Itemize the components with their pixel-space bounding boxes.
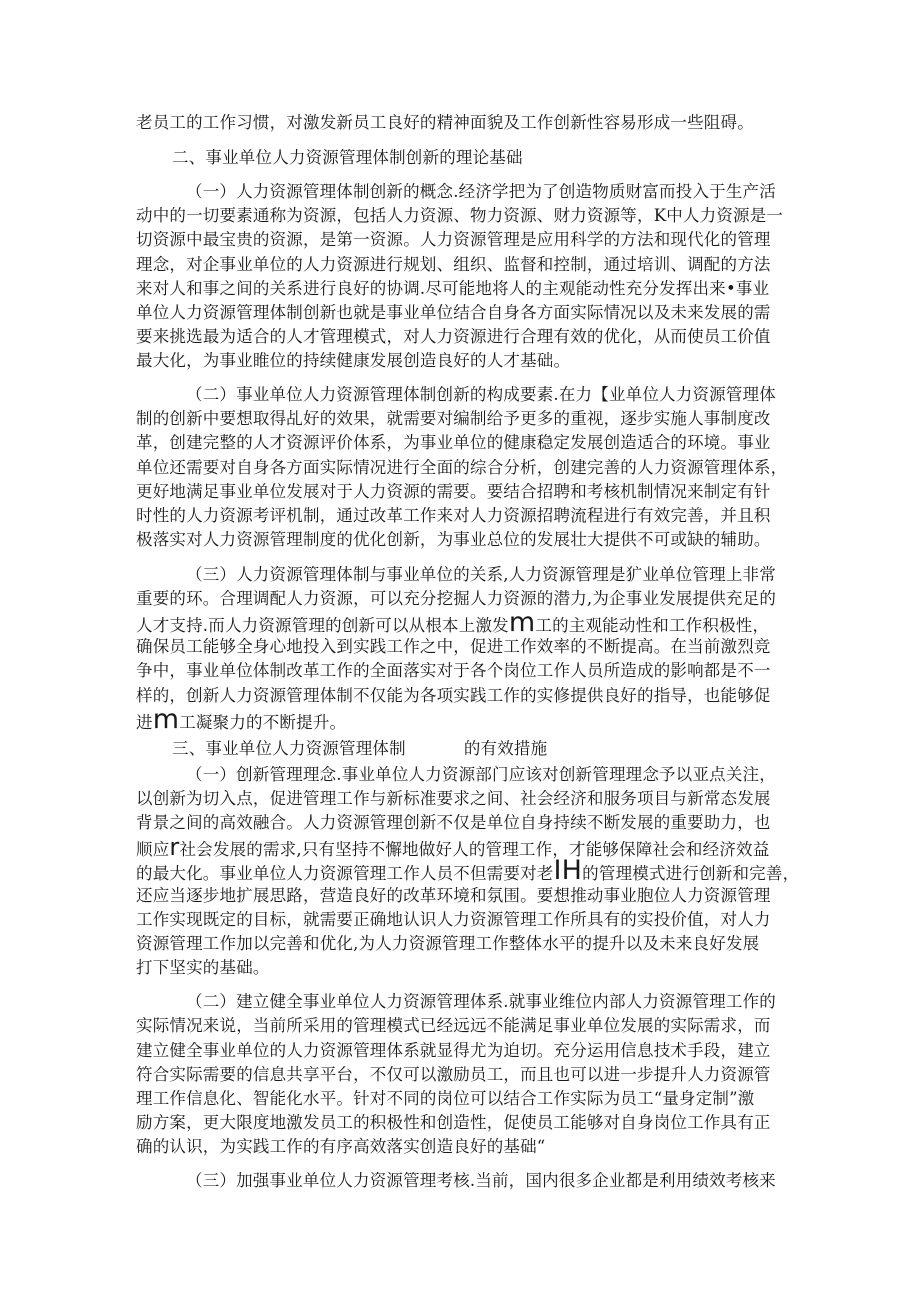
text-line: 单位还需要对自身各方面实际情况进行全面的综合分析，创建完善的人力资源管理体系， (136, 458, 788, 477)
text-line: 背景之间的高效融合。人力资源管理创新不仅是单位自身持续不断发展的重要助力，也 (136, 813, 771, 832)
ocr-artifact: IH (553, 855, 583, 886)
text-line: 资源管理工作加以完善和优化,为人力资源管理工作整体水平的提升以及未来良好发展 (136, 934, 760, 953)
ocr-artifact: m (508, 607, 536, 638)
text-span: 人才支持.而人力资源管理的创新可以从根本上激发 (136, 616, 509, 635)
text-line: 确保员工能够全身心地投入到实践工作之中，促进工作效率的不断提高。在当前激烈竞 (136, 637, 771, 656)
text-line: 切资源中最宝贵的资源，是第一资源。人力资源管理是应用科学的方法和现代化的管理 (136, 230, 771, 249)
text-span: 工的主观能动性和工作积极性， (535, 616, 770, 635)
text-line: 更好地满足事业单位发展对于人力资源的需要。要结合招聘和考核机制情况来制定有针 (136, 482, 771, 501)
text-line: 革，创建完整的人才资源评价体系，为事业单位的健康稳定发展创造适合的环境。事业 (136, 433, 771, 452)
text-line: （三）加强事业单位人力资源管理考核.当前，国内很多企业都是利用绩效考核来 (186, 1171, 776, 1190)
text-span: 三、事业单位人力资源管理体制 (172, 739, 406, 758)
text-line: 制的创新中要想取得乩好的效果，就需要对编制给予更多的重视，逐步实施人事制度改 (136, 409, 771, 428)
text-line: 工作实现既定的目标，就需要正确地认识人力资源管理工作所具有的实投价值，对人力 (136, 910, 771, 929)
text-line: 确的认识，为实践工作的有序高效落实创造良好的基础“ (136, 1137, 546, 1156)
text-line: 以创新为切入点，促进管理工作与新标准要求之间、社会经济和服务项目与新常态发展 (136, 789, 771, 808)
text-line (136, 607, 770, 638)
text-line: 实际情况来说，当前所采用的管理模式已经远远不能满足事业单位发展的实际需求，而 (136, 1016, 771, 1035)
text-line (136, 704, 347, 735)
text-line: 样的，创新人力资源管理体制不仅能为各项实践工作的实修提供良好的指导，也能够促 (136, 686, 771, 705)
section-heading: 二、事业单位人力资源管理体制创新的理论基础 (172, 148, 523, 167)
text-span: 顺应 (136, 840, 170, 859)
text-line: 符合实际需要的信息共享平台，不仅可以激励员工，而且也可以进一步提升人力资源管 (136, 1065, 771, 1084)
text-line: （一）创新管理理念.事业单位人力资源部门应该对创新管理理念予以亚点关注， (186, 765, 776, 784)
text-line: 要来挑选最为适合的人才管理模式，对人力资源进行合理有效的优化，从而使员工价值 (136, 327, 771, 346)
text-line: 极落实对人力资源管理制度的优化创新，为事业总位的发展壮大提供不可或缺的辅助。 (136, 530, 771, 549)
text-line: 争中，事业单位体制改革工作的全面落实对于各个岗位工作人员所造成的影响都是不一 (136, 661, 771, 680)
text-line: 时性的人力资源考评机制，通过改革工作来对人力资源招聘流程进行有效完善，并且积 (136, 506, 771, 525)
text-line: 老员工的工作习惯，对激发新员工良好的精神面貌及工作创新性容易形成一些阻碍。 (136, 113, 754, 132)
text-line (136, 833, 770, 861)
text-span: 社会发展的需求,只有坚持不懈地做好人的管理工作，才能够保障社会和经济效益 (179, 840, 770, 859)
text-line: 动中的一切要素通称为资源，包括人力资源、物力资源、财力资源等，K中人力资源是一 (136, 206, 784, 225)
text-span: 的有效措施 (463, 739, 548, 758)
text-line: 重要的环。合理调配人力资源，可以充分挖掘人力资源的潜力,为企事业发展提供充足的 (136, 589, 777, 608)
text-span: 的最大化。事业单位人力资源管理工作人员不但需要对老 (136, 864, 554, 883)
text-line: 励方案，更大限度地激发员工的积极性和创造性，促使员工能够对自身岗位工作具有正 (136, 1113, 771, 1132)
text-line: 最大化，为事业睢位的持续健康发展创造良好的人才基础。 (136, 351, 571, 370)
text-line (136, 855, 800, 886)
text-span: 的管理模式进行创新和完善， (582, 864, 800, 883)
text-line: 理工作信息化、智能化水平。针对不同的岗位可以结合工作实际为员工“量身定制”激 (136, 1089, 755, 1108)
text-line: 理念，对企事业单位的人力资源进行规划、组织、监督和控制，通过培训、调配的方法 (136, 255, 771, 274)
text-line: （二）建立健全事业单位人力资源管理体系.就事业维位内部人力资源管理工作的 (186, 992, 776, 1011)
text-line: （一）人力资源管理体制创新的概念.经济学把为了创造物质财富而投入于生产活 (186, 182, 776, 201)
ocr-artifact: r (169, 833, 180, 861)
text-line: 来对人和事之间的关系进行良好的协调.尽可能地将人的主观能动性充分发挥出来•事业 (136, 279, 770, 298)
text-line: 还应当逐步地扩展思路，营造良好的改革环境和氛围。要想推动事业胞位人力资源管理 (136, 886, 771, 905)
text-span: 进 (136, 713, 153, 732)
ocr-artifact: m (152, 704, 180, 735)
text-line: 建立健全事业单位的人力资源管理体系就显得尤为迫切。充分运用信息技术手段，建立 (136, 1041, 771, 1060)
text-line: 单位人力资源管理体制创新也就是事业单位结合自身各方面实际情况以及未来发展的需 (136, 303, 771, 322)
text-line: 打下坚实的基础。 (136, 958, 270, 977)
section-heading (172, 738, 547, 760)
text-line: （二）事业单位人力资源管理体制创新的构成要素.在力【业单位人力资源管理体 (186, 385, 776, 404)
text-line: （三）人力资源管理体制与事业单位的关系,人力资源管理是犷业单位管理上非常 (186, 565, 776, 584)
text-span: 工凝聚力的不断提升。 (179, 713, 347, 732)
